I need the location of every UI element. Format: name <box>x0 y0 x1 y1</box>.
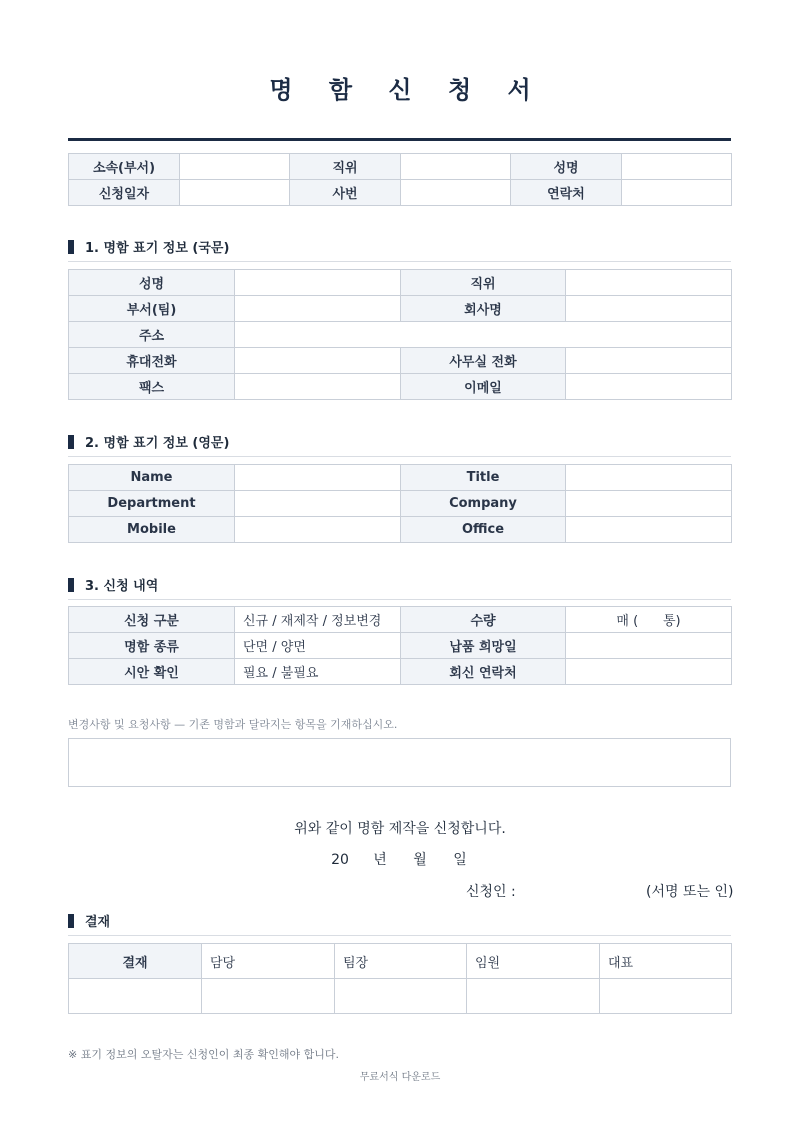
kr-email-field[interactable] <box>566 374 732 400</box>
kr-office-phone-label: 사무실 전화 <box>401 348 566 374</box>
kr-address-label: 주소 <box>69 322 235 348</box>
name-label: 성명 <box>511 154 622 180</box>
document-title: 명 함 신 청 서 <box>269 76 545 104</box>
en-title-label: Title <box>401 465 566 491</box>
due-date-field[interactable] <box>566 633 732 659</box>
proof-check-options[interactable]: 필요 / 불필요 <box>235 659 401 685</box>
en-office-field[interactable] <box>566 517 732 543</box>
approval-sign-ceo[interactable] <box>600 979 732 1014</box>
request-type-options[interactable]: 신규 / 재제작 / 정보변경 <box>235 607 401 633</box>
en-company-label: Company <box>401 491 566 517</box>
memo-field[interactable] <box>68 738 731 787</box>
kr-company-label: 회사명 <box>401 296 566 322</box>
section-title: 3. 신청 내역 <box>85 579 159 594</box>
employee-number-label: 사번 <box>290 180 401 206</box>
approval-col-ceo: 대표 <box>600 944 732 979</box>
kr-mobile-field[interactable] <box>235 348 401 374</box>
position-field[interactable] <box>401 154 511 180</box>
contact-label: 연락처 <box>511 180 622 206</box>
quantity-field[interactable]: 매 ( 통) <box>566 607 732 633</box>
kr-email-label: 이메일 <box>401 374 566 400</box>
section-heading-approval <box>68 910 731 936</box>
request-type-label: 신청 구분 <box>69 607 235 633</box>
signature-hint: (서명 또는 인) <box>646 884 734 900</box>
section-heading-korean <box>68 236 731 262</box>
en-name-label: Name <box>69 465 235 491</box>
approval-table <box>68 943 732 1014</box>
due-date-label: 납품 희망일 <box>401 633 566 659</box>
kr-name-label: 성명 <box>69 270 235 296</box>
footnote: ※ 표기 정보의 오탈자는 신청인이 최종 확인해야 합니다. <box>68 1048 339 1061</box>
approval-col-team-lead: 팀장 <box>335 944 467 979</box>
approval-sign-team-lead[interactable] <box>335 979 467 1014</box>
section-heading-request <box>68 574 731 600</box>
section-marker <box>68 435 74 449</box>
approval-sign-executive[interactable] <box>467 979 600 1014</box>
section-title: 1. 명함 표기 정보 (국문) <box>85 241 230 256</box>
request-details-table <box>68 606 732 685</box>
approval-header: 결재 <box>69 944 202 979</box>
kr-fax-field[interactable] <box>235 374 401 400</box>
en-name-field[interactable] <box>235 465 401 491</box>
kr-position-field[interactable] <box>566 270 732 296</box>
footer-text: 무료서식 다운로드 <box>359 1072 441 1083</box>
en-office-label: Office <box>401 517 566 543</box>
kr-position-label: 직위 <box>401 270 566 296</box>
reply-contact-label: 회신 연락처 <box>401 659 566 685</box>
name-field[interactable] <box>622 154 732 180</box>
date-year-prefix: 20 <box>331 852 349 868</box>
reply-contact-field[interactable] <box>566 659 732 685</box>
approval-sign-cell[interactable] <box>69 979 202 1014</box>
dept-label: 소속(부서) <box>69 154 180 180</box>
kr-address-field[interactable] <box>235 322 732 348</box>
memo-instruction: 변경사항 및 요청사항 — 기존 명함과 달라지는 항목을 기재하십시오. <box>68 718 398 731</box>
date-month-label: 월 <box>413 852 427 868</box>
approval-col-staff: 담당 <box>202 944 335 979</box>
section-title: 2. 명함 표기 정보 (영문) <box>85 436 230 451</box>
contact-field[interactable] <box>622 180 732 206</box>
kr-mobile-label: 휴대전화 <box>69 348 235 374</box>
section-marker <box>68 240 74 254</box>
en-title-field[interactable] <box>566 465 732 491</box>
title-divider <box>68 138 731 141</box>
section-marker <box>68 914 74 928</box>
date-year-label: 년 <box>373 852 387 868</box>
en-company-field[interactable] <box>566 491 732 517</box>
card-kind-label: 명함 종류 <box>69 633 235 659</box>
apply-date-label: 신청일자 <box>69 180 180 206</box>
date-day-label: 일 <box>453 852 467 868</box>
en-mobile-field[interactable] <box>235 517 401 543</box>
kr-dept-field[interactable] <box>235 296 401 322</box>
approval-sign-staff[interactable] <box>202 979 335 1014</box>
apply-date-field[interactable] <box>180 180 290 206</box>
en-department-field[interactable] <box>235 491 401 517</box>
en-mobile-label: Mobile <box>69 517 235 543</box>
proof-check-label: 시안 확인 <box>69 659 235 685</box>
dept-field[interactable] <box>180 154 290 180</box>
quantity-label: 수량 <box>401 607 566 633</box>
en-department-label: Department <box>69 491 235 517</box>
application-date <box>0 849 800 869</box>
kr-name-field[interactable] <box>235 270 401 296</box>
application-statement: 위와 같이 명함 제작을 신청합니다. <box>294 821 506 837</box>
kr-company-field[interactable] <box>566 296 732 322</box>
employee-number-field[interactable] <box>401 180 511 206</box>
section-heading-english <box>68 431 731 457</box>
applicant-label: 신청인 : <box>466 884 516 900</box>
approval-col-executive: 임원 <box>467 944 600 979</box>
section-marker <box>68 578 74 592</box>
applicant-info-table <box>68 153 732 206</box>
section-title: 결재 <box>85 915 111 930</box>
korean-card-info-table <box>68 269 732 400</box>
english-card-info-table <box>68 464 732 543</box>
kr-fax-label: 팩스 <box>69 374 235 400</box>
kr-dept-label: 부서(팀) <box>69 296 235 322</box>
card-kind-options[interactable]: 단면 / 양면 <box>235 633 401 659</box>
position-label: 직위 <box>290 154 401 180</box>
kr-office-phone-field[interactable] <box>566 348 732 374</box>
